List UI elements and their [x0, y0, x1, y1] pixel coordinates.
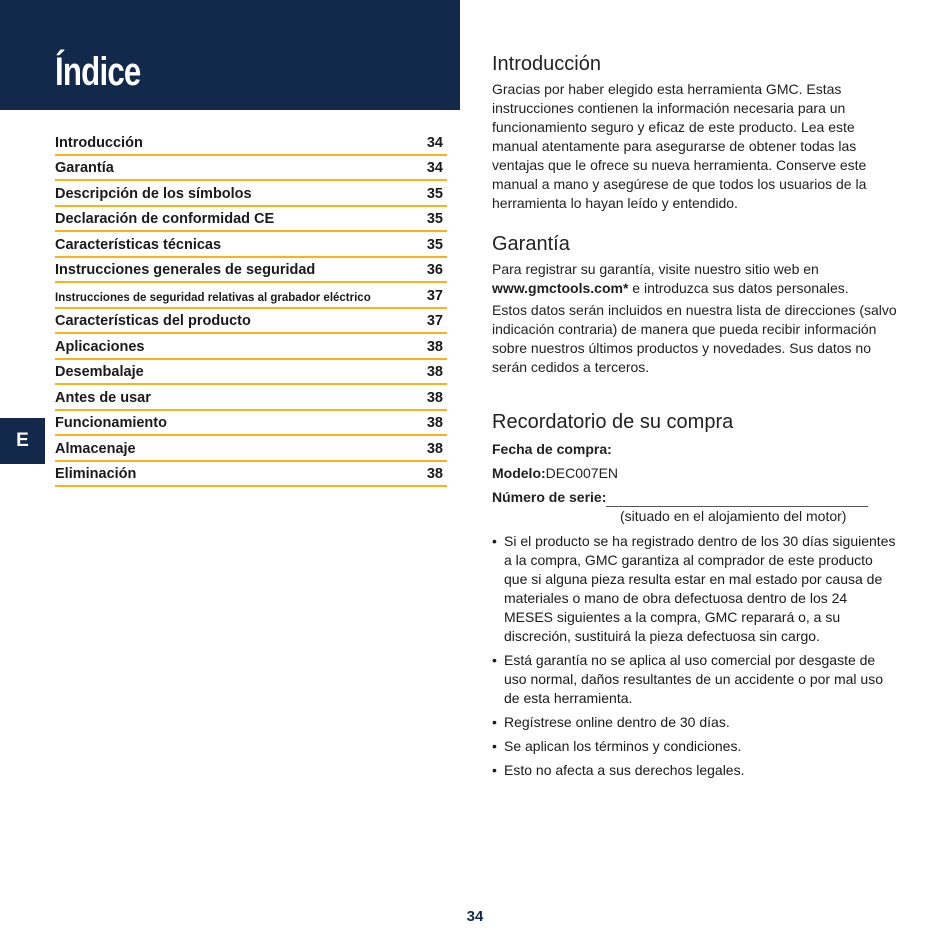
purchase-date-row — [492, 440, 897, 459]
toc-row[interactable] — [55, 360, 447, 386]
warranty-title: Garantía — [492, 233, 570, 255]
toc-page: 37 — [426, 313, 443, 330]
serial-blank-line — [606, 492, 868, 507]
toc-page: 38 — [426, 338, 443, 355]
warranty-section — [492, 232, 897, 377]
warranty-paragraph-2: Estos datos serán incluidos en nuestra lista de direcciones (salvo indicación contraria) de manera que pueda recibir información sobre nuestros últimos productos y novedades. Sus datos no serán cedidos a terceros. — [492, 302, 897, 375]
toc-row[interactable] — [55, 130, 447, 156]
warranty-text: Para registrar su garantía, visite nuestro sitio web en — [492, 261, 819, 277]
toc-label: Aplicaciones — [55, 338, 145, 355]
warranty-paragraph-1 — [492, 260, 897, 298]
list-item: • Está garantía no se aplica al uso comercial por desgaste de uso normal, daños resultantes de un accidente o por mal uso de esta herramienta. — [492, 651, 897, 708]
website-link[interactable]: www.gmctools.com* — [492, 280, 629, 296]
toc-label: Antes de usar — [55, 389, 151, 406]
toc-page: 38 — [426, 415, 443, 432]
intro-section — [492, 52, 897, 213]
toc-page: 36 — [426, 262, 443, 279]
warranty-text-after: e introduzca sus datos personales. — [628, 280, 849, 296]
model-value: DEC007EN — [545, 465, 619, 481]
intro-text: Gracias por haber elegido esta herramienta GMC. Estas instrucciones contienen la información necesaria para un funcionamiento seguro y eficaz de este producto. Lea este manual atentamente para asegurarse de obtener todas las ventajas que le ofrece su nueva herramienta. Conserve este manual a mano y asegúrese de que todos los usuarios de la herramienta lo hayan leído y entendido. — [492, 81, 867, 211]
purchase-section — [492, 410, 897, 785]
purchase-title: Recordatorio de su compra — [492, 411, 734, 433]
toc-page: 35 — [426, 185, 443, 202]
list-item: • Esto no afecta a sus derechos legales. — [492, 761, 897, 780]
header-band — [0, 0, 460, 110]
toc-page: 38 — [426, 364, 443, 381]
toc-label: Descripción de los símbolos — [55, 185, 252, 202]
serial-row — [492, 488, 897, 507]
toc-row[interactable] — [55, 436, 447, 462]
table-of-contents — [55, 130, 447, 487]
toc-page: 34 — [426, 134, 443, 151]
page-title: Índice — [55, 50, 141, 94]
serial-note: (situado en el alojamiento del motor) — [620, 508, 847, 524]
toc-label: Introducción — [55, 134, 143, 151]
toc-label: Instrucciones generales de seguridad — [55, 262, 316, 279]
language-tab: E — [0, 418, 45, 464]
intro-title: Introducción — [492, 53, 601, 75]
list-item: • Si el producto se ha registrado dentro de los 30 días siguientes a la compra, GMC garantiza al comprador de este producto que si alguna pieza resulta estar en mal estado por causa de materiales o mano de obra defectuosa dentro de los 24 MESES siguientes a la compra, GMC reparará o, a su discreción, sustituirá la pieza defectuosa sin cargo. — [492, 532, 897, 646]
toc-row[interactable] — [55, 207, 447, 233]
toc-row[interactable] — [55, 181, 447, 207]
serial-label: Número de serie: — [492, 489, 607, 505]
toc-row[interactable] — [55, 385, 447, 411]
toc-page: 38 — [426, 466, 443, 483]
toc-row[interactable] — [55, 232, 447, 258]
toc-page: 34 — [426, 160, 443, 177]
toc-row[interactable] — [55, 462, 447, 488]
list-item: • Regístrese online dentro de 30 días. — [492, 713, 897, 732]
toc-page: 35 — [426, 236, 443, 253]
toc-page: 35 — [426, 211, 443, 228]
toc-label: Garantía — [55, 160, 114, 177]
page-number: 34 — [466, 908, 484, 925]
toc-page: 37 — [426, 287, 443, 304]
toc-label: Eliminación — [55, 466, 137, 483]
toc-row[interactable] — [55, 334, 447, 360]
toc-label: Declaración de conformidad CE — [55, 211, 275, 228]
toc-label: Características técnicas — [55, 236, 222, 253]
toc-label: Almacenaje — [55, 440, 136, 457]
toc-row[interactable] — [55, 156, 447, 182]
toc-page: 38 — [426, 440, 443, 457]
toc-label: Características del producto — [55, 313, 251, 330]
purchase-date-label: Fecha de compra: — [492, 441, 612, 457]
toc-row[interactable] — [55, 283, 447, 309]
warranty-terms-list — [492, 532, 897, 780]
toc-label: Desembalaje — [55, 364, 144, 381]
list-item: • Se aplican los términos y condiciones. — [492, 737, 897, 756]
toc-label: Funcionamiento — [55, 415, 167, 432]
model-label: Modelo: — [492, 465, 546, 481]
toc-row[interactable] — [55, 258, 447, 284]
toc-row[interactable] — [55, 411, 447, 437]
toc-row[interactable] — [55, 309, 447, 335]
toc-label: Instrucciones de seguridad relativas al grabador eléctrico — [55, 291, 371, 304]
model-row — [492, 464, 897, 483]
toc-page: 38 — [426, 389, 443, 406]
